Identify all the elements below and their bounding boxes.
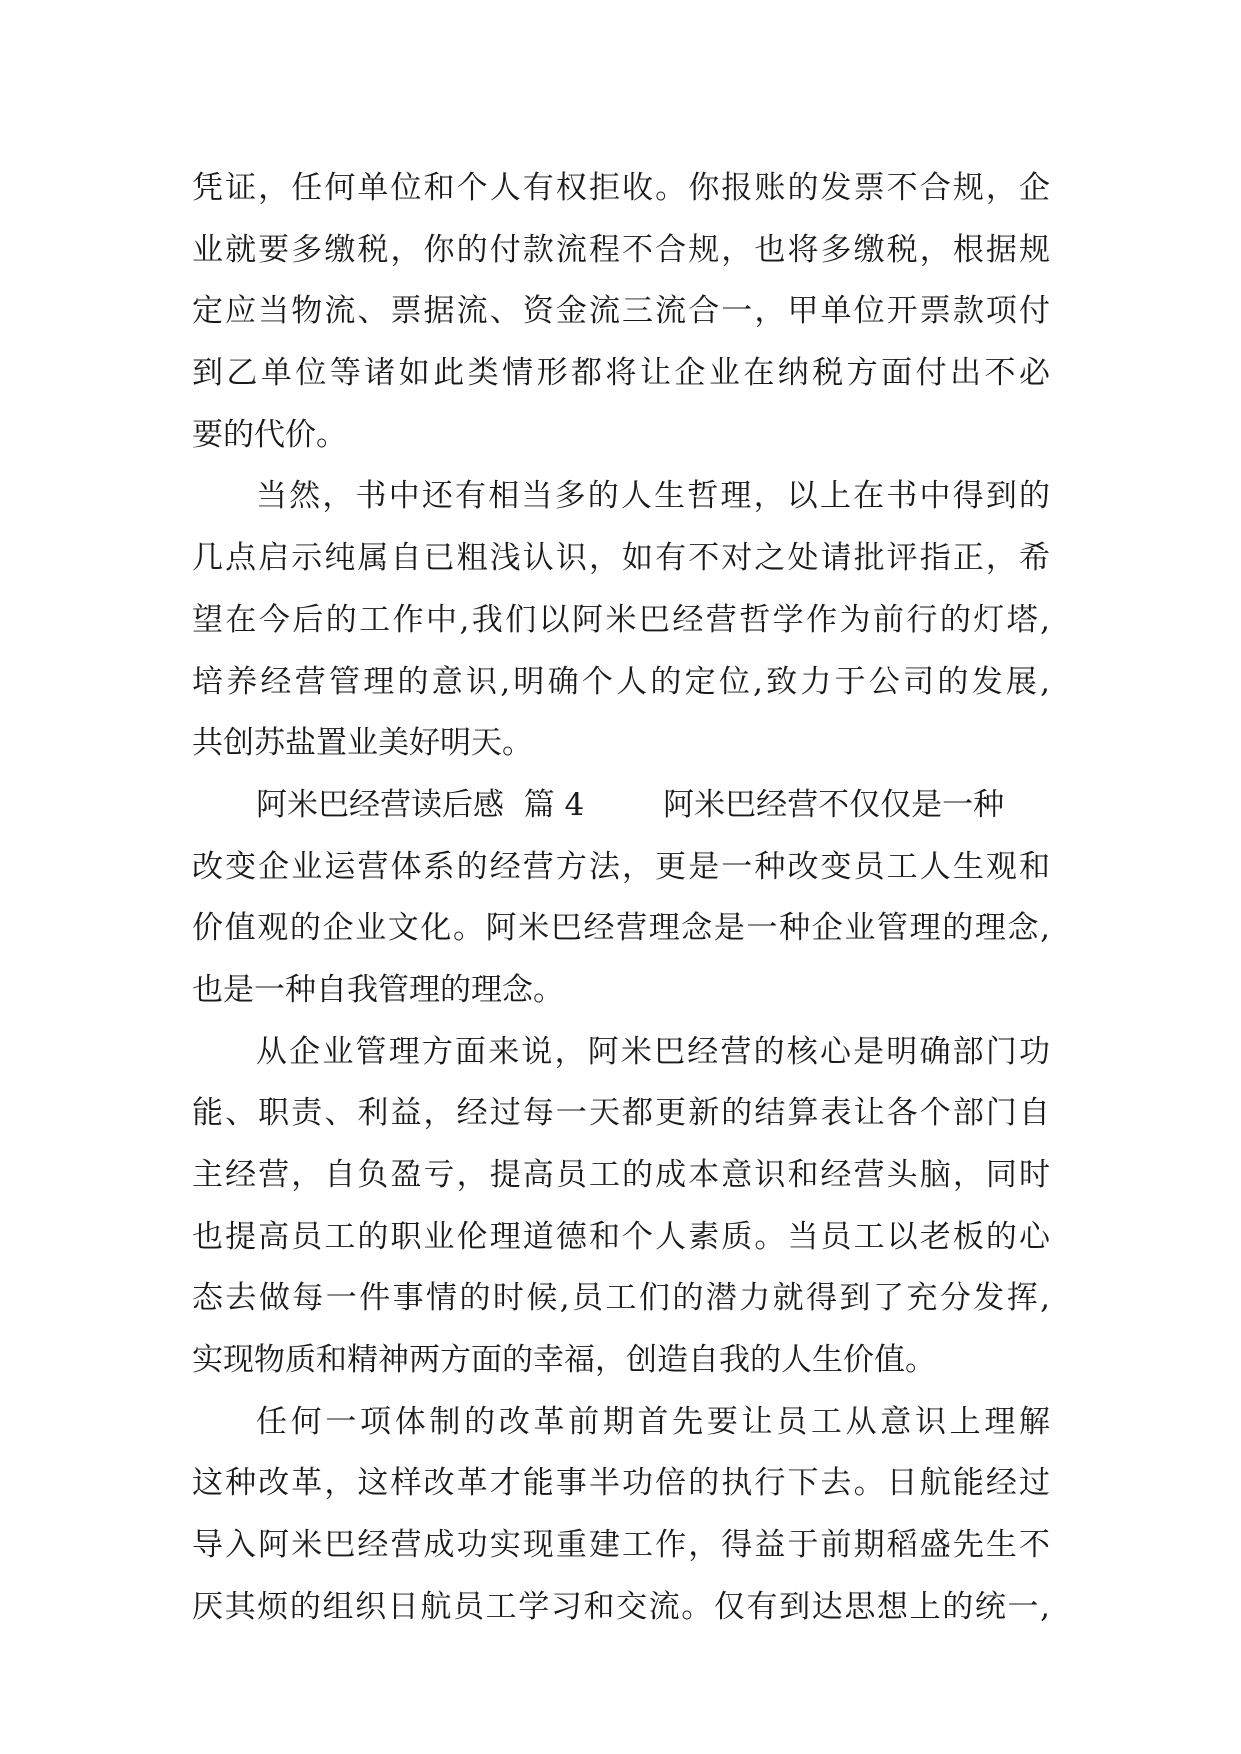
text-line: 改变企业运营体系的经营方法，更是一种改变员工人生观和 (192, 848, 1050, 885)
text-line: 态去做每一件事情的时候,员工们的潜力就得到了充分发挥, (192, 1280, 1050, 1317)
section-heading-line: 阿米巴经营读后感 篇 4 阿米巴经营不仅仅是一种 (256, 786, 1005, 823)
text-line: 当然，书中还有相当多的人生哲理，以上在书中得到的 (256, 478, 1050, 515)
text-line: 几点启示纯属自已粗浅认识，如有不对之处请批评指正，希 (192, 540, 1050, 577)
text-line: 也提高员工的职业伦理道德和个人素质。当员工以老板的心 (192, 1218, 1050, 1255)
text-line: 从企业管理方面来说，阿米巴经营的核心是明确部门功 (256, 1033, 1050, 1070)
text-line: 培养经营管理的意识,明确个人的定位,致力于公司的发展, (192, 663, 1050, 700)
text-line: 主经营，自负盈亏，提高员工的成本意识和经营头脑，同时 (192, 1157, 1050, 1193)
body-text (192, 158, 1050, 1639)
text-line: 这种改革，这样改革才能事半功倍的执行下去。日航能经过 (192, 1465, 1050, 1502)
text-line: 任何一项体制的改革前期首先要让员工从意识上理解 (256, 1403, 1050, 1440)
text-line: 也是一种自我管理的理念。 (192, 971, 564, 1008)
text-line: 定应当物流、票据流、资金流三流合一，甲单位开票款项付 (192, 293, 1050, 330)
text-line: 共创苏盐置业美好明天。 (192, 725, 533, 762)
text-line: 业就要多缴税，你的付款流程不合规，也将多缴税，根据规 (192, 231, 1050, 268)
text-line: 望在今后的工作中,我们以阿米巴经营哲学作为前行的灯塔, (192, 601, 1050, 638)
text-line: 价值观的企业文化。阿米巴经营理念是一种企业管理的理念, (192, 910, 1050, 947)
text-line: 要的代价。 (192, 416, 347, 453)
text-line: 实现物质和精神两方面的幸福，创造自我的人生价值。 (192, 1342, 936, 1379)
text-line: 导入阿米巴经营成功实现重建工作，得益于前期稻盛先生不 (192, 1527, 1050, 1564)
text-line: 到乙单位等诸如此类情形都将让企业在纳税方面付出不必 (192, 355, 1050, 392)
text-line: 凭证，任何单位和个人有权拒收。你报账的发票不合规，企 (192, 170, 1050, 206)
text-line: 能、职责、利益，经过每一天都更新的结算表让各个部门自 (192, 1095, 1050, 1132)
text-line: 厌其烦的组织日航员工学习和交流。仅有到达思想上的统一, (192, 1588, 1050, 1625)
